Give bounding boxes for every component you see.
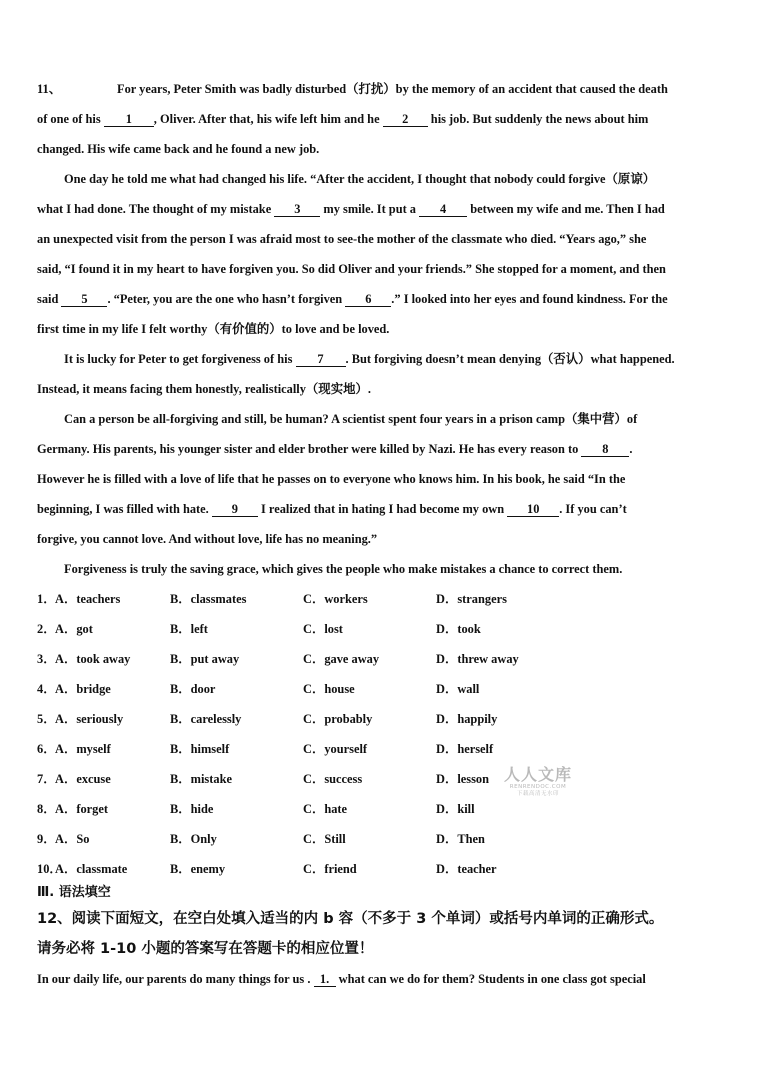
option-d[interactable]: D．Then [436,832,485,846]
option-d[interactable]: D．happily [436,712,498,726]
option-c[interactable]: C．gave away [303,652,380,666]
option-c[interactable]: C．house [303,682,355,696]
blank-2: 2 [383,112,428,127]
option-b[interactable]: B．classmates [170,592,247,606]
option-b[interactable]: B．enemy [170,862,226,876]
p2-line1: One day he told me what had changed his life. “After the accident, I thought that nobody could forgive（原谅） [64,172,656,186]
option-a[interactable]: A．myself [55,742,111,756]
option-c[interactable]: C．workers [303,592,368,606]
p5-line1: Forgiveness is truly the saving grace, which gives the people who make mistakes a chance to correct them. [64,562,623,576]
option-a[interactable]: A．excuse [55,772,111,786]
option-a[interactable]: A．bridge [55,682,111,696]
option-c[interactable]: C．probably [303,712,373,726]
option-d[interactable]: D．strangers [436,592,507,606]
option-a[interactable]: A．seriously [55,712,124,726]
option-d[interactable]: D．herself [436,742,494,756]
option-b[interactable]: B．hide [170,802,214,816]
p3-line1: It is lucky for Peter to get forgiveness of his 7 . But forgiving doesn’t mean denying（否认）what happened. [64,352,675,366]
p4-line3: However he is filled with a love of life that he passes on to everyone who knows him. In his book, he said “In the [37,472,626,486]
p1-line3: changed. His wife came back and he found a new job. [37,142,320,156]
option-c[interactable]: C．yourself [303,742,368,756]
section-title: Ⅲ. 语法填空 [37,885,111,900]
p1-line2: of one of his 1 , Oliver. After that, his wife left him and he 2 his job. But suddenly the news about him [37,112,649,126]
option-c[interactable]: C．lost [303,622,343,636]
option-b[interactable]: B．carelessly [170,712,242,726]
option-d[interactable]: D．took [436,622,481,636]
p3-line2: Instead, it means facing them honestly, realistically（现实地）. [37,382,371,396]
option-b[interactable]: B．left [170,622,208,636]
blank-8: 8 [581,442,629,457]
option-b[interactable]: B．mistake [170,772,232,786]
p2-line2: what I had done. The thought of my mistake 3 my smile. It put a 4 between my wife and me. Then I had [37,202,665,216]
p4-line2: Germany. His parents, his younger sister and elder brother were killed by Nazi. He has every reason to 8 . [37,442,633,456]
blank-5: 5 [61,292,107,307]
option-a[interactable]: A．took away [55,652,131,666]
option-d[interactable]: D．kill [436,802,475,816]
q12-notice: 请务必将 1-10 小题的答案写在答题卡的相应位置！ [37,941,374,957]
p2-line4: said, “I found it in my heart to have forgiven you. So did Oliver and your friends.” She stopped for a moment, and then [37,262,666,276]
blank-7: 7 [296,352,346,367]
p4-line1: Can a person be all-forgiving and still, be human? A scientist spent four years in a prison camp（集中营）of [64,412,638,426]
option-a[interactable]: A．forget [55,802,108,816]
option-a[interactable]: A．teachers [55,592,121,606]
blank-10: 10 [507,502,559,517]
q12-blank-1: 1. [314,972,336,987]
option-b[interactable]: B．Only [170,832,217,846]
p2-line6: first time in my life I felt worthy（有价值的）to love and be loved. [37,322,390,336]
question-number: 11、 [37,82,62,96]
option-d[interactable]: D．threw away [436,652,519,666]
p4-line4: beginning, I was filled with hate. 9 I realized that in hating I had become my own 10 . If you can’t [37,502,627,516]
p2-line3: an unexpected visit from the person I was afraid most to see-the mother of the classmate who died. “Years ago,” she [37,232,647,246]
blank-1: 1 [104,112,154,127]
blank-6: 6 [345,292,391,307]
option-a[interactable]: A．So [55,832,90,846]
blank-4: 4 [419,202,467,217]
q12-text-line: In our daily life, our parents do many things for us . 1. what can we do for them? Students in one class got special [37,972,646,986]
q12-instruction: 12、阅读下面短文，在空白处填入适当的内 b 容（不多于 3 个单词）或括号内单词的正确形式。 [37,911,664,927]
p1-line1: 11、 For years, Peter Smith was badly disturbed（打扰）by the memory of an accident that caused the death [37,82,668,96]
p4-line5: forgive, you cannot love. And without love, life has no meaning.” [37,532,378,546]
option-c[interactable]: C．success [303,772,363,786]
option-b[interactable]: B．door [170,682,216,696]
p2-line5: said 5 . “Peter, you are the one who hasn’t forgiven 6 .” I looked into her eyes and found kindness. For the [37,292,668,306]
option-c[interactable]: C．friend [303,862,357,876]
option-d[interactable]: D．teacher [436,862,497,876]
option-a[interactable]: A．got [55,622,93,636]
blank-9: 9 [212,502,258,517]
option-b[interactable]: B．put away [170,652,240,666]
option-b[interactable]: B．himself [170,742,230,756]
document-page: 11、 For years, Peter Smith was badly disturbed（打扰）by the memory of an accident that caused the death of one of his 1 , Oliver. After that, his wife left him and he 2 his job. But suddenly the news about him changed. His wife came back and he found a new job. One day he told me what had changed his life. “After the accident, I thought that nobody could forgive（原谅） what I had done. The thought of my mistake 3 my smile. It put a 4 between my wife and me. Then I had an unexpected visit from the person I was afraid most to see-the mother of the classmate who died. “Years ago,” she said, “I found it in my heart to have forgiven you. So did Oliver and your friends.” She stopped for a moment, and then said 5 . “Peter, you are the one who hasn’t forgiven 6 .” I looked into her eyes and found kindness. For the first time in my life I felt worthy（有价值的）to love and be loved. It is lucky for Peter to get forgiveness of his 7 . But forgiving doesn’t mean denying（否认）what happened. Instead, it means facing them honestly, realistically（现实地）. Can a person be all-forgiving and still, be human? A scientist spent four years in a prison camp（集中营）of Germany. His parents, his younger sister and elder brother were killed by Nazi. He has every reason to 8 . However he is filled with a love of life that he passes on to everyone who knows him. In his book, he said “In the beginning, I was filled with hate. 9 I realized that in hating I had become my own 10 . If you can’t forgive, you cannot love. And without love, life has no meaning.” Forgiveness is truly the saving grace, which gives the people who make mistakes a chance to correct them. 1． A．teachers B．classmates C．workers D．strangers 2． A．got B．left C．lost D．took 3． A．took away B．put away C．gave away D．threw away 4． A．bridge B．door C．house D．wall 5． A．seriously B．carelessly C．probably D．happily 6． A．myself B．himself C．yourself D．herself 7． A．excuse B．mistake C．success D．lesson 8． A．forget B．hide C．hate D．kill 9． A．So B．Only C．Still D．Then 10． A．classmate B．enemy C．friend D．teacher Ⅲ. 语法填空 12、阅读下面短文，在空白处填入适当的内 b 容（不多于 3 个单词）或括号内单词的正确形式。 请务必将 1-10 小题的答案写在答题卡的相应位置！ In our daily life, our parents do many things for us . 1. what can we do for them? Students in one class got special 人人文库 RENRENDOC.COM 下载高清无水印 [0,0,763,1080]
option-d[interactable]: D．lesson [436,772,490,786]
option-a[interactable]: A．classmate [55,862,128,876]
option-d[interactable]: D．wall [436,682,480,696]
option-c[interactable]: C．Still [303,832,346,846]
watermark-logo: 人人文库 RENRENDOC.COM 下载高清无水印 [503,765,572,797]
blank-3: 3 [274,202,320,217]
option-c[interactable]: C．hate [303,802,348,816]
